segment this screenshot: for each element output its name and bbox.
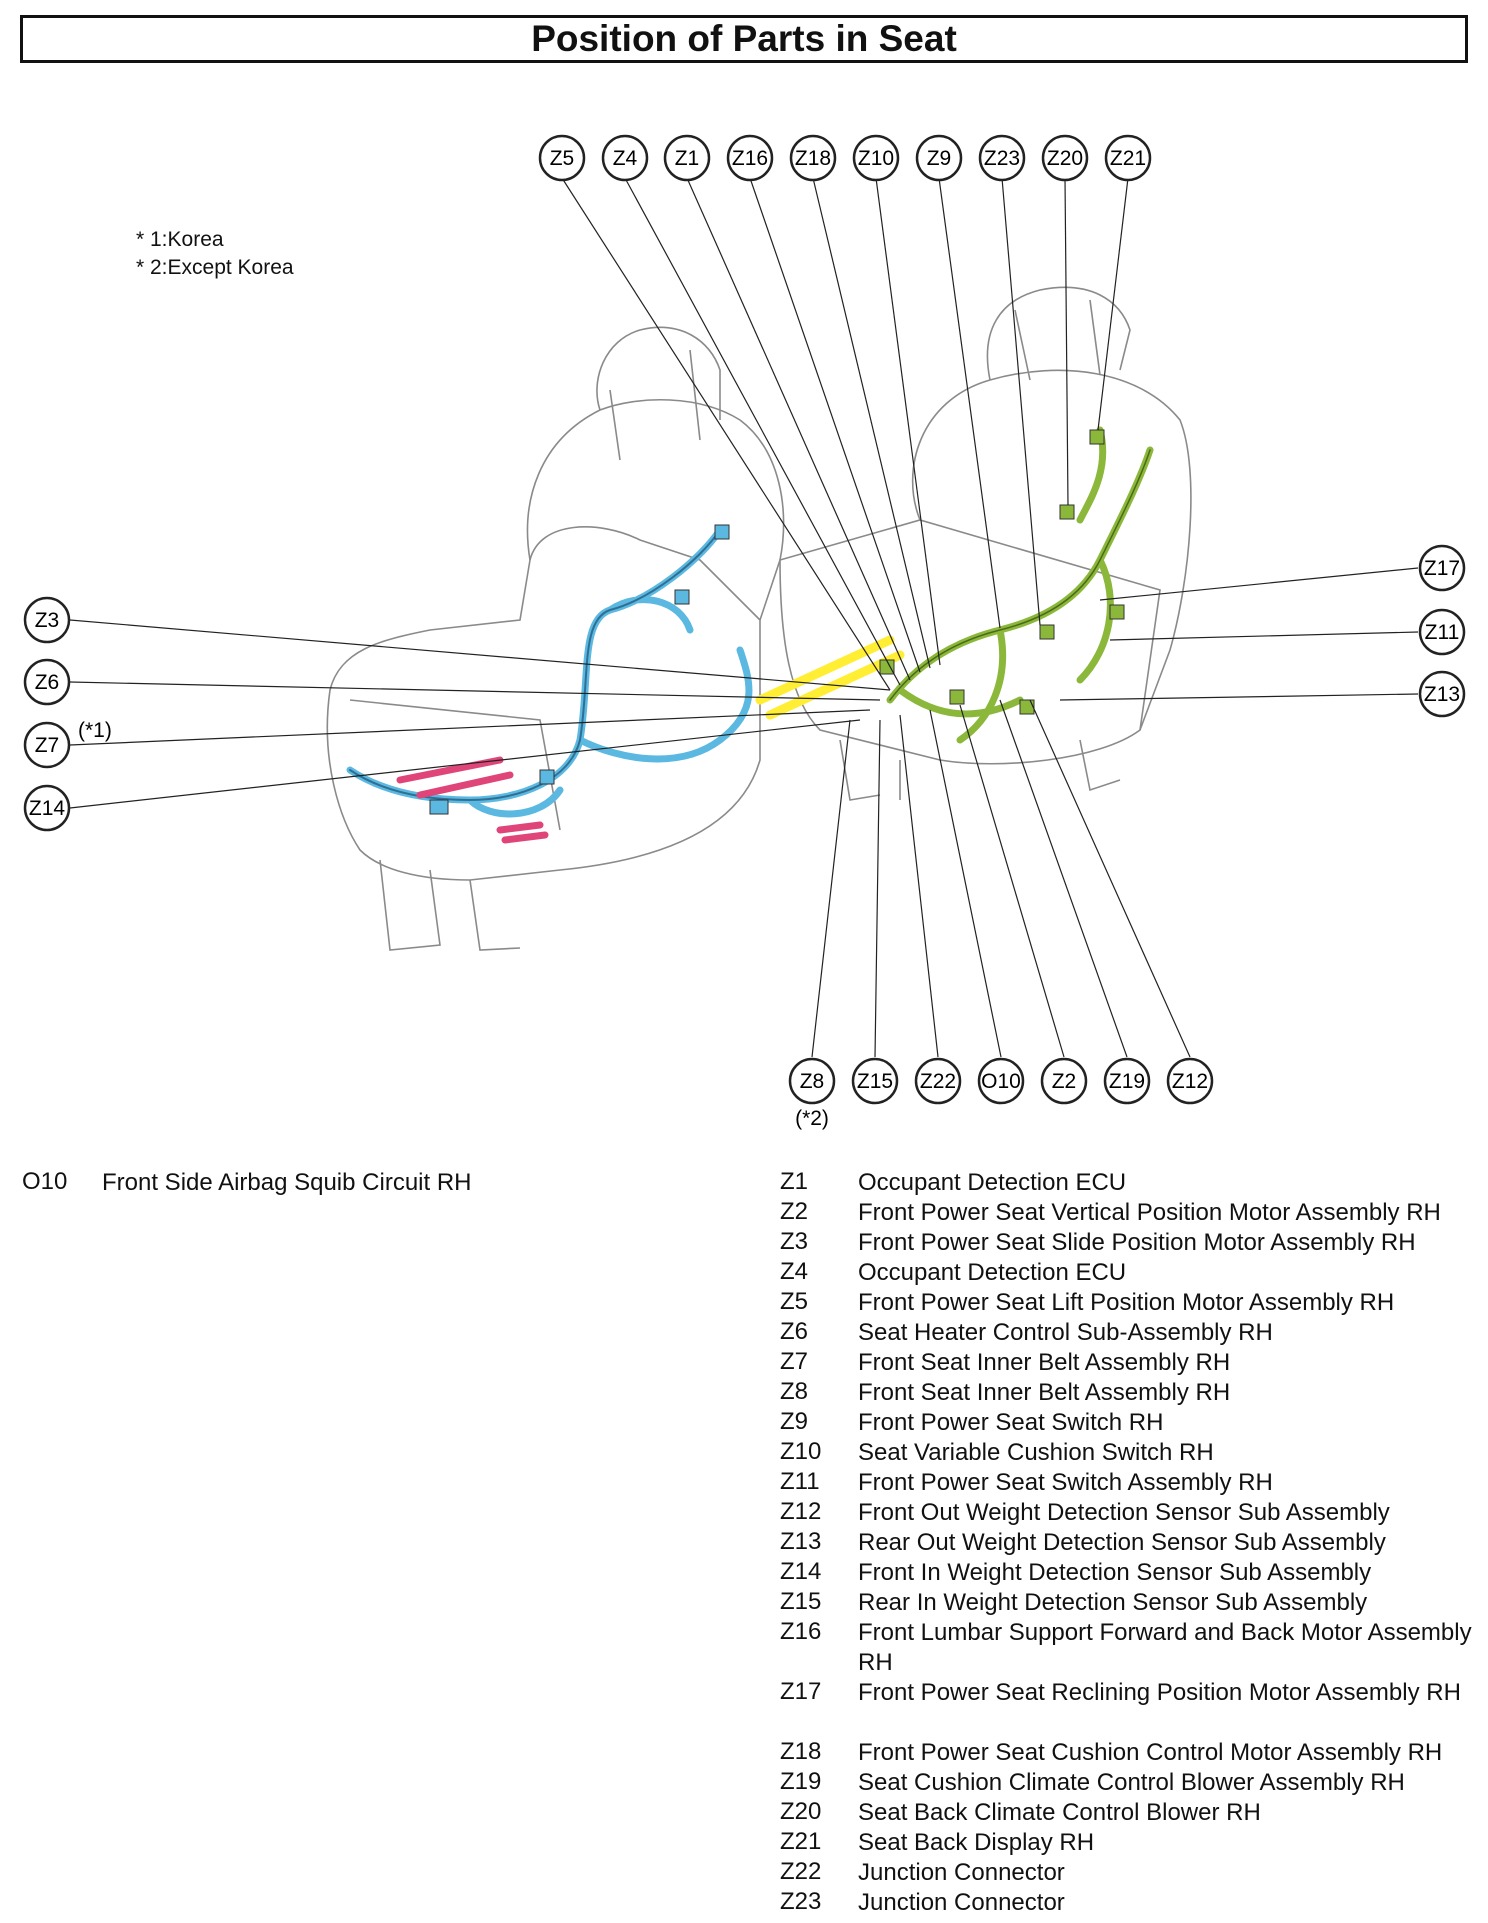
- callout-z14: [25, 786, 69, 830]
- svg-text:Z6: Z6: [34, 671, 60, 694]
- legend-code: Z19: [780, 1768, 822, 1795]
- legend-desc: Front Power Seat Lift Position Motor Assembly RH: [858, 1289, 1395, 1316]
- legend-code: Z14: [780, 1558, 822, 1585]
- legend-code: Z18: [780, 1738, 822, 1765]
- legend-code: Z5: [780, 1288, 809, 1315]
- page-title: Position of Parts in Seat: [531, 18, 957, 59]
- legend-desc: Front Seat Inner Belt Assembly RH: [858, 1379, 1231, 1406]
- legend-desc: Rear Out Weight Detection Sensor Sub Assembly: [858, 1529, 1386, 1556]
- legend-desc: Front Power Seat Vertical Position Motor Assembly RH: [858, 1199, 1441, 1226]
- svg-text:Z3: Z3: [34, 609, 60, 632]
- legend-code: Z10: [780, 1438, 822, 1465]
- z7-note: (*1): [78, 719, 112, 742]
- callout-z22: [916, 1059, 960, 1103]
- left-callouts: [25, 598, 112, 830]
- svg-text:Z15: Z15: [856, 1070, 894, 1093]
- callout-z13: [1420, 672, 1464, 716]
- callout-o10: [979, 1059, 1023, 1103]
- callout-z20: [1043, 136, 1087, 180]
- legend-code: Z9: [780, 1408, 809, 1435]
- legend-code: O10: [22, 1168, 68, 1195]
- legend-desc: Front In Weight Detection Sensor Sub Assembly: [858, 1559, 1372, 1586]
- callout-z9: [917, 136, 961, 180]
- svg-text:O10: O10: [981, 1070, 1021, 1093]
- callout-z18: [791, 136, 835, 180]
- callout-z17: [1420, 546, 1464, 590]
- legend-desc: Front Power Seat Cushion Control Motor Assembly RH: [858, 1739, 1443, 1766]
- legend-code: Z4: [780, 1258, 809, 1285]
- callout-z3: [25, 598, 69, 642]
- legend-code: Z16: [780, 1618, 822, 1645]
- legend-code: Z7: [780, 1348, 809, 1375]
- legend-code: Z11: [780, 1468, 820, 1495]
- bottom-callouts: [790, 1059, 1212, 1130]
- callout-z23: [980, 136, 1024, 180]
- svg-text:Z7: Z7: [34, 734, 60, 757]
- legend-desc: Front Out Weight Detection Sensor Sub Assembly: [858, 1499, 1390, 1526]
- yellow-harness: [760, 640, 900, 715]
- legend-desc: Front Seat Inner Belt Assembly RH: [858, 1349, 1231, 1376]
- svg-text:Z9: Z9: [926, 147, 952, 170]
- note-korea: * 1:Korea: [136, 228, 224, 251]
- legend-desc: Front Lumbar Support Forward and Back Motor Assembly RH: [858, 1619, 1472, 1676]
- note-except-korea: * 2:Except Korea: [136, 256, 294, 279]
- svg-text:Z11: Z11: [1424, 621, 1460, 644]
- svg-text:Z10: Z10: [857, 147, 895, 170]
- legend-code: Z8: [780, 1378, 809, 1405]
- callout-z6: [25, 660, 69, 704]
- callout-z11: [1420, 610, 1464, 654]
- svg-text:Z14: Z14: [28, 797, 66, 820]
- svg-text:Z19: Z19: [1108, 1070, 1146, 1093]
- legend-code: Z12: [780, 1498, 822, 1525]
- seat-outline-drawing: [327, 287, 1191, 950]
- legend-code: Z22: [780, 1858, 822, 1885]
- legend-desc: Rear In Weight Detection Sensor Sub Assembly: [858, 1589, 1368, 1616]
- legend-code: Z15: [780, 1588, 822, 1615]
- leader-lines: [70, 178, 1418, 1057]
- callout-z4: [603, 136, 647, 180]
- legend-desc: Seat Heater Control Sub-Assembly RH: [858, 1319, 1273, 1346]
- legend-desc: Junction Connector: [858, 1859, 1065, 1886]
- legend-code: Z3: [780, 1228, 809, 1255]
- svg-text:Z20: Z20: [1046, 147, 1084, 170]
- legend-desc: Seat Cushion Climate Control Blower Assembly RH: [858, 1769, 1405, 1796]
- svg-text:Z21: Z21: [1109, 147, 1147, 170]
- legend-code: Z2: [780, 1198, 809, 1225]
- svg-text:Z23: Z23: [983, 147, 1021, 170]
- svg-text:Z1: Z1: [674, 147, 700, 170]
- svg-text:Z4: Z4: [612, 147, 638, 170]
- top-callouts: [540, 136, 1150, 180]
- right-callouts: [1420, 546, 1464, 716]
- legend-desc: Seat Back Climate Control Blower RH: [858, 1799, 1261, 1826]
- legend-code: Z13: [780, 1528, 822, 1555]
- legend-code: Z20: [780, 1798, 822, 1825]
- legend-desc: Junction Connector: [858, 1889, 1065, 1916]
- legend-code: Z21: [780, 1828, 822, 1855]
- legend-desc: Front Side Airbag Squib Circuit RH: [102, 1169, 472, 1196]
- callout-z10: [854, 136, 898, 180]
- callout-z2: [1042, 1059, 1086, 1103]
- z8-note: (*2): [795, 1107, 829, 1130]
- svg-text:Z5: Z5: [549, 147, 575, 170]
- callout-z5: [540, 136, 584, 180]
- legend-desc: Seat Variable Cushion Switch RH: [858, 1439, 1214, 1466]
- svg-text:Z12: Z12: [1171, 1070, 1209, 1093]
- svg-text:Z16: Z16: [731, 147, 769, 170]
- legend-left-row: [22, 1168, 582, 1198]
- svg-text:Z2: Z2: [1051, 1070, 1077, 1093]
- svg-text:Z18: Z18: [794, 147, 832, 170]
- callout-z15: [853, 1059, 897, 1103]
- callout-z19: [1105, 1059, 1149, 1103]
- legend-desc: Seat Back Display RH: [858, 1829, 1095, 1856]
- callout-z1: [665, 136, 709, 180]
- svg-text:Z8: Z8: [799, 1070, 825, 1093]
- legend-desc: Front Power Seat Reclining Position Motor Assembly RH: [858, 1679, 1461, 1706]
- legend-desc: Occupant Detection ECU: [858, 1169, 1127, 1196]
- svg-text:Z22: Z22: [919, 1070, 957, 1093]
- callout-z7: [25, 723, 69, 767]
- svg-text:Z13: Z13: [1423, 683, 1461, 706]
- legend-code: Z17: [780, 1678, 822, 1705]
- callout-z16: [728, 136, 772, 180]
- legend-desc: Front Power Seat Switch RH: [858, 1409, 1164, 1436]
- legend-desc: Front Power Seat Switch Assembly RH: [858, 1469, 1273, 1496]
- callout-z8: [790, 1059, 834, 1103]
- svg-text:Z17: Z17: [1423, 557, 1461, 580]
- legend-code: Z6: [780, 1318, 809, 1345]
- legend-code: Z23: [780, 1888, 822, 1915]
- legend-desc: Front Power Seat Slide Position Motor Assembly RH: [858, 1229, 1416, 1256]
- legend-desc: Occupant Detection ECU: [858, 1259, 1127, 1286]
- callout-z12: [1168, 1059, 1212, 1103]
- legend-code: Z1: [780, 1168, 809, 1195]
- callout-z21: [1106, 136, 1150, 180]
